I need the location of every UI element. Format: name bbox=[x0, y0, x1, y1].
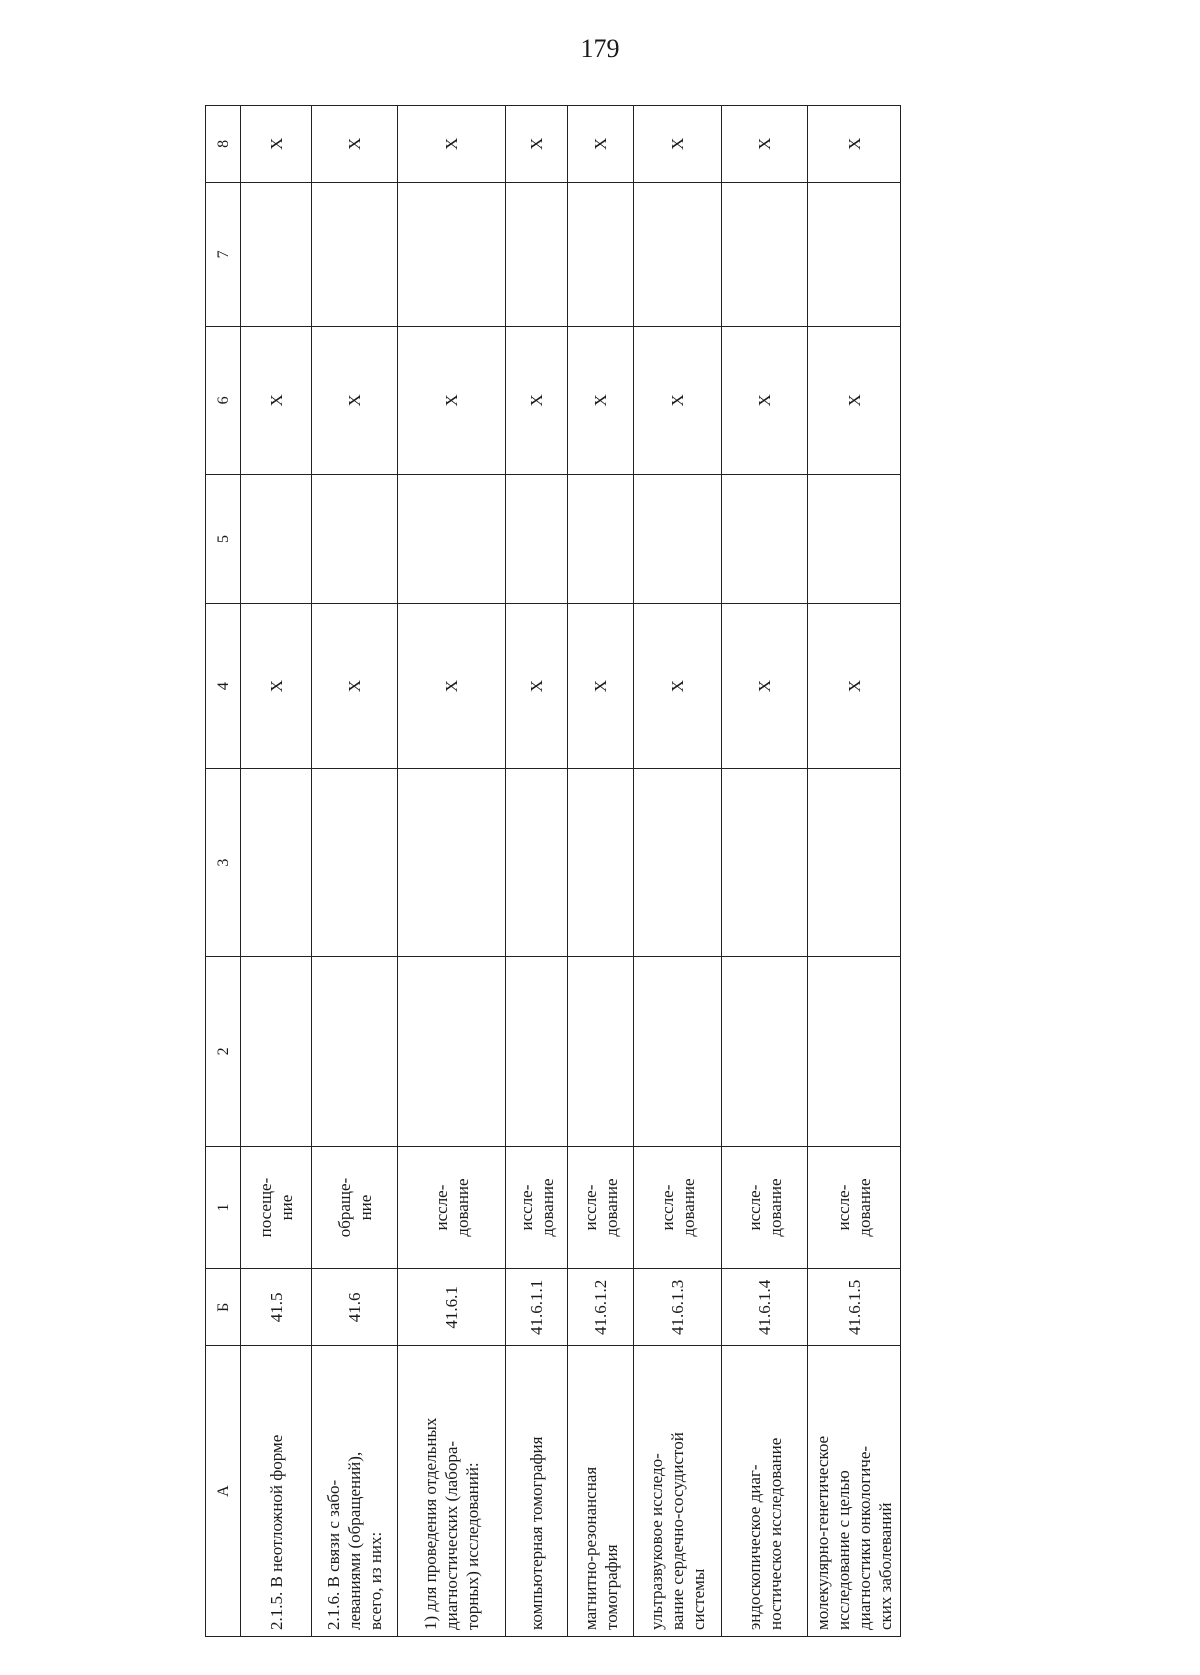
cell-col-4: X bbox=[634, 604, 722, 769]
cell-col-5 bbox=[722, 474, 808, 604]
row-unit: иссле- дование bbox=[506, 1146, 568, 1269]
cell-col-6: X bbox=[506, 327, 568, 475]
row-code: 41.6 bbox=[312, 1269, 398, 1346]
cell-col-6: X bbox=[808, 327, 901, 475]
cell-col-8: X bbox=[312, 106, 398, 183]
row-unit: иссле- дование bbox=[634, 1146, 722, 1269]
cell-col-3 bbox=[241, 768, 312, 956]
header-cell: 3 bbox=[206, 768, 241, 956]
cell-col-7 bbox=[722, 182, 808, 326]
table-row bbox=[808, 106, 901, 1637]
table-row bbox=[312, 106, 398, 1637]
cell-col-5 bbox=[506, 474, 568, 604]
header-cell: 1 bbox=[206, 1146, 241, 1269]
cell-col-2 bbox=[722, 957, 808, 1146]
cell-col-8: X bbox=[568, 106, 634, 183]
row-unit: посеще- ние bbox=[241, 1146, 312, 1269]
row-name: 2.1.6. В связи с забо- леваниями (обращений), всего, из них: bbox=[312, 1346, 398, 1637]
cell-col-8: X bbox=[634, 106, 722, 183]
cell-col-2 bbox=[506, 957, 568, 1146]
row-code: 41.6.1.1 bbox=[506, 1269, 568, 1346]
cell-col-3 bbox=[568, 768, 634, 956]
cell-col-7 bbox=[506, 182, 568, 326]
table-row bbox=[722, 106, 808, 1637]
table-row bbox=[634, 106, 722, 1637]
header-cell: 7 bbox=[206, 182, 241, 326]
row-code: 41.5 bbox=[241, 1269, 312, 1346]
page-number: 179 bbox=[580, 34, 620, 63]
row-name: 1) для проведения отдельных диагностических (лабора- торных) исследований: bbox=[398, 1346, 506, 1637]
row-name: молекулярно-генетическое исследование с целью диагностики онкологиче- ских заболеваний bbox=[808, 1346, 901, 1637]
row-name: эндоскопическое диаг- ностическое исследование bbox=[722, 1346, 808, 1637]
cell-col-3 bbox=[722, 768, 808, 956]
header-cell: 5 bbox=[206, 474, 241, 604]
row-name: 2.1.5. В неотложной форме bbox=[241, 1346, 312, 1637]
cell-col-4: X bbox=[312, 604, 398, 769]
cell-col-7 bbox=[241, 182, 312, 326]
row-unit: обраще- ние bbox=[312, 1146, 398, 1269]
row-code: 41.6.1.3 bbox=[634, 1269, 722, 1346]
cell-col-8: X bbox=[808, 106, 901, 183]
cell-col-7 bbox=[808, 182, 901, 326]
table-row bbox=[506, 106, 568, 1637]
cell-col-6: X bbox=[312, 327, 398, 475]
row-name: ультразвуковое исследо- вание сердечно-сосудистой системы bbox=[634, 1346, 722, 1637]
cell-col-4: X bbox=[722, 604, 808, 769]
header-cell: 6 bbox=[206, 327, 241, 475]
header-cell: 8 bbox=[206, 106, 241, 183]
row-code: 41.6.1.5 bbox=[808, 1269, 901, 1346]
row-unit: иссле- дование bbox=[722, 1146, 808, 1269]
cell-col-6: X bbox=[568, 327, 634, 475]
cell-col-7 bbox=[568, 182, 634, 326]
cell-col-3 bbox=[808, 768, 901, 956]
cell-col-4: X bbox=[808, 604, 901, 769]
row-code: 41.6.1 bbox=[398, 1269, 506, 1346]
cell-col-5 bbox=[568, 474, 634, 604]
cell-col-2 bbox=[808, 957, 901, 1146]
cell-col-8: X bbox=[398, 106, 506, 183]
cell-col-6: X bbox=[398, 327, 506, 475]
cell-col-6: X bbox=[634, 327, 722, 475]
cell-col-3 bbox=[634, 768, 722, 956]
cell-col-4: X bbox=[241, 604, 312, 769]
cell-col-5 bbox=[808, 474, 901, 604]
cell-col-4: X bbox=[568, 604, 634, 769]
cell-col-5 bbox=[241, 474, 312, 604]
table-row bbox=[398, 106, 506, 1637]
data-table bbox=[205, 105, 901, 1637]
table-row bbox=[568, 106, 634, 1637]
header-cell: 2 bbox=[206, 957, 241, 1146]
cell-col-4: X bbox=[398, 604, 506, 769]
cell-col-2 bbox=[568, 957, 634, 1146]
cell-col-3 bbox=[398, 768, 506, 956]
cell-col-4: X bbox=[506, 604, 568, 769]
cell-col-2 bbox=[398, 957, 506, 1146]
table-row bbox=[241, 106, 312, 1637]
header-cell: Б bbox=[206, 1269, 241, 1346]
row-unit: иссле- дование bbox=[808, 1146, 901, 1269]
cell-col-2 bbox=[241, 957, 312, 1146]
rotated-table-container bbox=[205, 105, 895, 1637]
row-unit: иссле- дование bbox=[568, 1146, 634, 1269]
cell-col-2 bbox=[312, 957, 398, 1146]
cell-col-3 bbox=[312, 768, 398, 956]
row-unit: иссле- дование bbox=[398, 1146, 506, 1269]
cell-col-8: X bbox=[241, 106, 312, 183]
cell-col-7 bbox=[634, 182, 722, 326]
header-cell: А bbox=[206, 1346, 241, 1637]
cell-col-5 bbox=[634, 474, 722, 604]
table-header-row bbox=[206, 106, 241, 1637]
cell-col-8: X bbox=[722, 106, 808, 183]
row-code: 41.6.1.4 bbox=[722, 1269, 808, 1346]
cell-col-6: X bbox=[241, 327, 312, 475]
cell-col-7 bbox=[312, 182, 398, 326]
row-name: компьютерная томография bbox=[506, 1346, 568, 1637]
header-cell: 4 bbox=[206, 604, 241, 769]
cell-col-7 bbox=[398, 182, 506, 326]
cell-col-3 bbox=[506, 768, 568, 956]
cell-col-5 bbox=[398, 474, 506, 604]
cell-col-2 bbox=[634, 957, 722, 1146]
row-code: 41.6.1.2 bbox=[568, 1269, 634, 1346]
row-name: магнитно-резонансная томография bbox=[568, 1346, 634, 1637]
table-body bbox=[241, 106, 901, 1637]
cell-col-8: X bbox=[506, 106, 568, 183]
cell-col-5 bbox=[312, 474, 398, 604]
cell-col-6: X bbox=[722, 327, 808, 475]
